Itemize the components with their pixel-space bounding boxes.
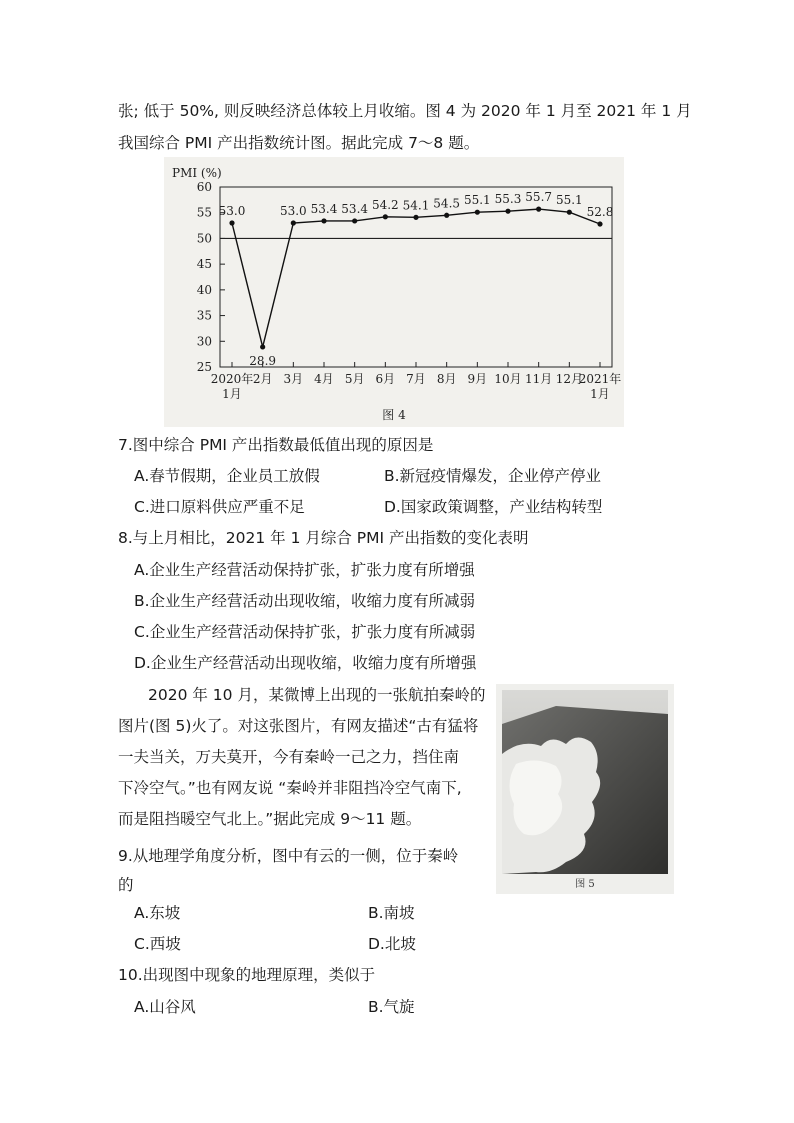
pmi-data-label: 55.7 (525, 190, 553, 205)
passage-line-3: 一夫当关，万夫莫开，今有秦岭一己之力，挡住南 (118, 748, 460, 766)
q7-option-b: B.新冠疫情爆发，企业停产停业 (384, 467, 602, 485)
pmi-data-point (352, 218, 357, 223)
x-tick-label: 7月 (406, 372, 426, 386)
q8-option-b: B.企业生产经营活动出现收缩，收缩力度有所减弱 (134, 592, 476, 610)
pmi-data-point (383, 214, 388, 219)
intro-line-1: 张; 低于 50%, 则反映经济总体较上月收缩。图 4 为 2020 年 1 月至 2021 年 1 月 (118, 102, 692, 120)
x-tick-label-line-2: 1月 (590, 387, 610, 401)
q10-option-b: B.气旋 (368, 998, 415, 1016)
passage-line-4: 下冷空气。”也有网友说 “秦岭并非阻挡冷空气南下, (118, 779, 462, 797)
q7-option-a: A.春节假期，企业员工放假 (134, 467, 320, 485)
q9-option-c: C.西坡 (134, 935, 181, 953)
q9-stem-line-2: 的 (118, 876, 134, 894)
x-tick-label: 8月 (436, 372, 457, 386)
pmi-data-label: 53.0 (218, 204, 246, 218)
x-tick-label: 6月 (375, 372, 396, 386)
pmi-data-point (475, 210, 480, 215)
x-tick-label: 10月 (494, 372, 522, 386)
y-tick-label: 30 (196, 334, 212, 349)
pmi-chart-svg (164, 157, 624, 427)
pmi-data-label: 54.2 (371, 197, 399, 212)
pmi-data-point (229, 220, 234, 225)
q10-option-a: A.山谷风 (134, 998, 196, 1016)
q7-option-c: C.进口原料供应严重不足 (134, 498, 305, 516)
x-tick-label: 9月 (467, 372, 488, 386)
pmi-data-label: 53.4 (341, 201, 369, 216)
pmi-data-point (444, 213, 449, 218)
figure-5-qinling-photo (496, 684, 674, 894)
x-tick-label-line-2: 1月 (222, 387, 242, 401)
passage-line-1: 2020 年 10 月，某微博上出现的一张航拍秦岭的 (148, 686, 486, 704)
pmi-data-point (413, 215, 418, 220)
x-tick-label: 3月 (283, 372, 304, 386)
passage-line-5: 而是阻挡暖空气北上。”据此完成 9～11 题。 (118, 810, 422, 828)
q7-option-d: D.国家政策调整，产业结构转型 (384, 498, 603, 516)
chart-caption: 图 4 (382, 408, 406, 422)
qinling-aerial-image (496, 684, 674, 894)
y-tick-label: 35 (196, 308, 212, 323)
pmi-series-line (232, 209, 600, 347)
q9-option-b: B.南坡 (368, 904, 415, 922)
pmi-data-point (505, 209, 510, 214)
x-tick-label: 5月 (344, 372, 365, 386)
q7-stem: 7.图中综合 PMI 产出指数最低值出现的原因是 (118, 436, 434, 454)
figure-5-caption: 图 5 (575, 879, 595, 890)
y-tick-label: 25 (196, 360, 212, 374)
y-tick-label: 60 (196, 180, 212, 194)
pmi-data-label: 53.0 (279, 204, 307, 218)
pmi-data-label: 54.1 (402, 198, 430, 213)
pmi-data-point (291, 220, 296, 225)
x-tick-label: 2020年 (210, 372, 254, 386)
plot-frame (220, 187, 612, 367)
q8-option-c: C.企业生产经营活动保持扩张，扩张力度有所减弱 (134, 623, 476, 641)
pmi-data-label: 54.5 (433, 196, 461, 211)
x-tick-label: 12月 (555, 372, 583, 386)
q9-option-d: D.北坡 (368, 935, 416, 953)
pmi-data-label: 55.1 (463, 193, 491, 208)
q9-stem-line-1: 9.从地理学角度分析，图中有云的一侧，位于秦岭 (118, 847, 459, 865)
passage-line-2: 图片(图 5)火了。对这张图片，有网友描述“古有猛将 (118, 717, 479, 735)
pmi-data-point (260, 344, 265, 349)
pmi-data-label: 52.8 (586, 205, 614, 220)
pmi-data-label: 28.9 (249, 353, 277, 368)
figure-4-pmi-chart (164, 157, 624, 427)
x-tick-label: 11月 (525, 372, 553, 386)
q8-option-a: A.企业生产经营活动保持扩张，扩张力度有所增强 (134, 561, 475, 579)
y-tick-label: 50 (196, 231, 212, 246)
y-tick-label: 55 (196, 205, 212, 220)
q8-option-d: D.企业生产经营活动出现收缩，收缩力度有所增强 (134, 654, 477, 672)
pmi-data-point (321, 218, 326, 223)
q9-option-a: A.东坡 (134, 904, 181, 922)
x-tick-label: 2月 (252, 372, 273, 386)
pmi-data-label: 53.4 (310, 201, 338, 216)
y-tick-label: 45 (196, 257, 212, 272)
pmi-data-point (536, 207, 541, 212)
y-axis-label: PMI (%) (172, 166, 222, 180)
pmi-data-point (567, 210, 572, 215)
pmi-data-label: 55.1 (555, 193, 583, 208)
y-tick-label: 40 (196, 282, 212, 297)
intro-line-2: 我国综合 PMI 产出指数统计图。据此完成 7～8 题。 (118, 134, 480, 152)
q8-stem: 8.与上月相比，2021 年 1 月综合 PMI 产出指数的变化表明 (118, 529, 529, 547)
pmi-data-label: 55.3 (494, 192, 522, 207)
pmi-data-point (597, 221, 602, 226)
q10-stem: 10.出现图中现象的地理原理，类似于 (118, 966, 376, 984)
x-tick-label: 4月 (314, 372, 334, 386)
x-tick-label: 2021年 (578, 372, 622, 386)
chart-series (219, 190, 614, 368)
